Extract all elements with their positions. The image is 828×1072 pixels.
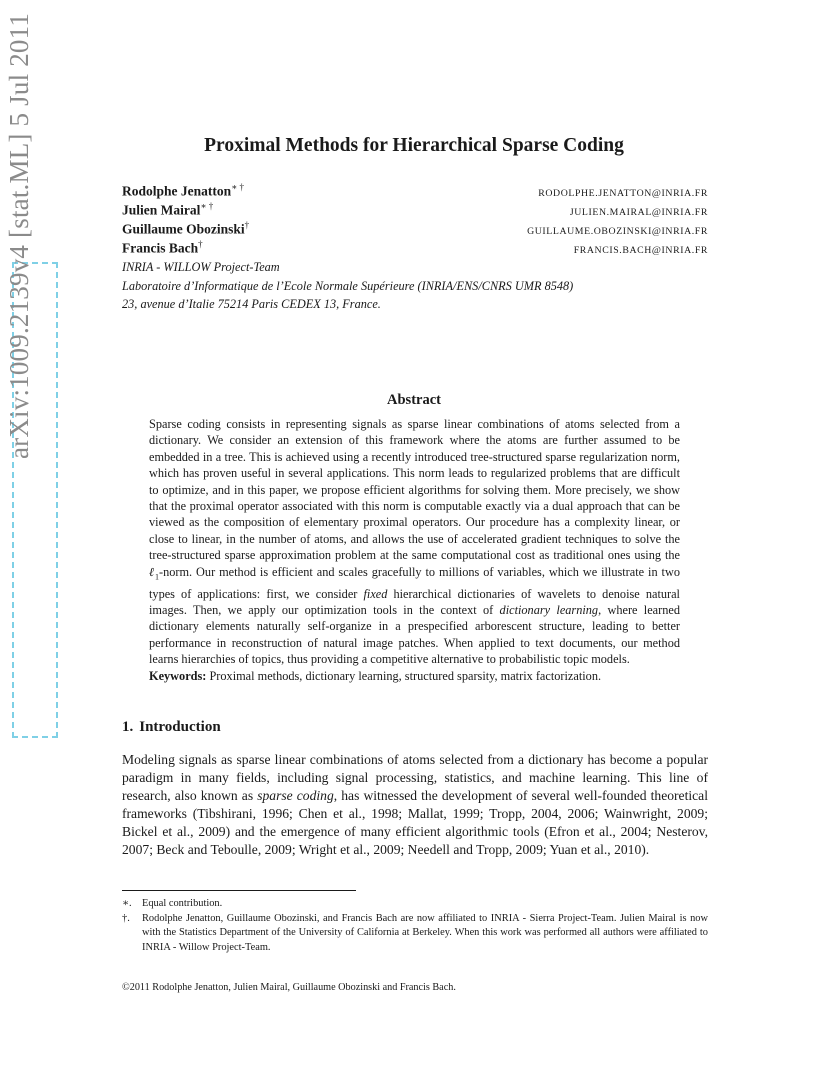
- author-marks: †: [244, 220, 250, 230]
- affiliation: [122, 258, 573, 314]
- footnotes: [122, 897, 708, 955]
- footnote: [122, 897, 708, 912]
- author-row: [122, 220, 708, 239]
- author-name: Guillaume Obozinski†: [122, 220, 250, 237]
- footnote-mark: ∗.: [122, 898, 132, 909]
- author-marks: ∗ †: [200, 201, 214, 211]
- footnote-divider: [122, 890, 356, 891]
- author-row: [122, 201, 708, 220]
- author-email[interactable]: GUILLAUME.OBOZINSKI@INRIA.FR: [527, 225, 708, 237]
- author-email[interactable]: FRANCIS.BACH@INRIA.FR: [573, 244, 708, 256]
- author-email[interactable]: RODOLPHE.JENATTON@INRIA.FR: [538, 187, 708, 199]
- affiliation-line: INRIA - WILLOW Project-Team: [122, 260, 280, 274]
- affiliation-line: 23, avenue d’Italie 75214 Paris CEDEX 13, France.: [122, 297, 381, 311]
- keywords: Keywords: Proximal methods, dictionary learning, structured sparsity, matrix factorization.: [149, 668, 602, 683]
- arxiv-identifier[interactable]: arXiv:1009.2139v4 [stat.ML] 5 Jul 2011: [4, 12, 34, 460]
- author-name: Julien Mairal∗ †: [122, 201, 214, 218]
- keywords-label: Keywords:: [149, 668, 207, 683]
- author-name: Francis Bach†: [122, 239, 203, 256]
- abstract-heading: Abstract: [387, 392, 441, 408]
- author-row: [122, 239, 708, 258]
- abstract-paragraph: Sparse coding consists in representing signals as sparse linear combinations of atoms selected from a dictionary. We consider an extension of this framework where the atoms are further assumed to be embedded in a tree. This is achieved using a recently introduced tree-structured sparse regularization norm, which has proven useful in several applications. This norm leads to regularized problems that are difficult to optimize, and in this paper, we propose efficient algorithms for solving them. More precisely, we show that the proximal operator associated with this norm is computable exactly via a dual approach that can be viewed as the composition of elementary proximal operators. Our procedure has a complexity linear, or close to linear, in the number of atoms, and allows the use of accelerated gradient techniques to solve the tree-structured sparse approximation problem at the same computational cost as traditional ones using the ℓ$_1$-norm. Our method is efficient and scales gracefully to millions of variables, which we illustrate in two types of applications: first, we consider fixed hierarchical dictionaries of wavelets to denoise natural images. Then, we apply our optimization tools in the context of dictionary learning, where learned dictionary elements naturally self-organize in a prespecified arborescent structure, leading to better performance in reconstruction of natural image patches. When applied to text documents, our method learns hierarchies of topics, thus providing a competitive alternative to probabilistic topic models.: [149, 417, 680, 667]
- author-marks: †: [198, 239, 203, 249]
- author-list: [122, 182, 708, 258]
- footnote-text: Equal contribution.: [142, 898, 223, 909]
- author-row: [122, 182, 708, 201]
- author-name: Rodolphe Jenatton∗ †: [122, 182, 245, 199]
- section-heading: 1. Introduction: [122, 719, 221, 735]
- abstract-text: [149, 416, 680, 684]
- footnote-mark: †.: [122, 912, 130, 924]
- footnote-text: Rodolphe Jenatton, Guillaume Obozinski, and Francis Bach are now affiliated to INRIA - Sierra Project-Team. Julien Mairal is now with the Statistics Department of the University of California at Berkeley. When this work was performed all authors were affiliated to INRIA - Willow Project-Team.: [142, 912, 708, 953]
- copyright-notice: ©2011 Rodolphe Jenatton, Julien Mairal, Guillaume Obozinski and Francis Bach.: [122, 982, 456, 993]
- affiliation-line: Laboratoire d’Informatique de l’Ecole Normale Supérieure (INRIA/ENS/CNRS UMR 8548): [122, 278, 574, 293]
- paper-title: Proximal Methods for Hierarchical Sparse Coding: [204, 135, 624, 156]
- author-email[interactable]: JULIEN.MAIRAL@INRIA.FR: [569, 206, 708, 218]
- author-marks: ∗ †: [231, 182, 245, 192]
- footnote: [122, 912, 708, 956]
- intro-paragraph: Modeling signals as sparse linear combinations of atoms selected from a dictionary has become a popular paradigm in many fields, including signal processing, statistics, and machine learning. This line of research, also known as sparse coding, has witnessed the development of several well-founded theoretical frameworks (Tibshirani, 1996; Chen et al., 1998; Mallat, 1999; Tropp, 2004, 2006; Wainwright, 2009; Bickel et al., 2009) and the emergence of many efficient algorithmic tools (Efron et al., 2004; Nesterov, 2007; Beck and Teboulle, 2009; Wright et al., 2009; Needell and Tropp, 2009; Yuan et al., 2010).: [122, 752, 708, 858]
